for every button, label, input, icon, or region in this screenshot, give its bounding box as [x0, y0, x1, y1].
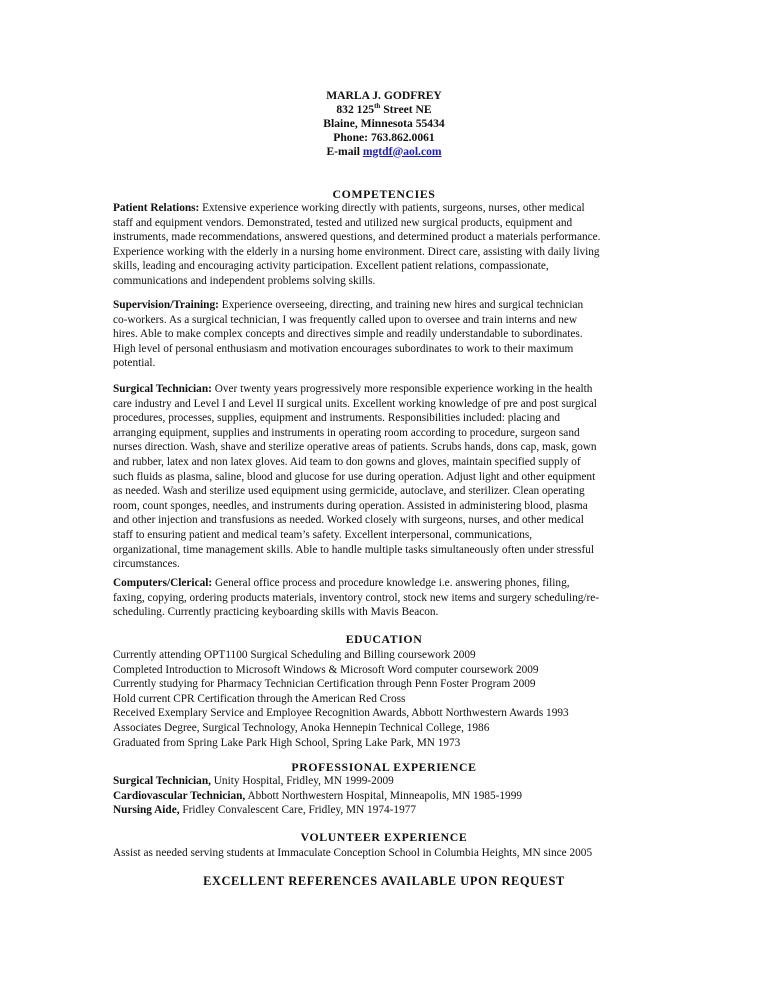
list-item: Currently studying for Pharmacy Technician Certification through Penn Foster Program 2009 [113, 678, 536, 691]
applicant-name: MARLA J. GODFREY [326, 89, 442, 102]
supervision-label: Supervision/Training: [113, 299, 219, 311]
list-item: Associates Degree, Surgical Technology, Anoka Hennepin Technical College, 1986 [113, 721, 490, 734]
supervision-paragraph: Supervision/Training: Experience overseeing, directing, and training new hires and surgical technician co-workers. As a surgical technician, I was frequently called upon to oversee and train interns and new hires. Able to make complex concepts and directives simple and readily understandable to subordinates. High level of personal enthusiasm and motivation encourages subordinates to work to their maximum potential. [113, 299, 584, 370]
education-list [113, 648, 658, 750]
list-item: Surgical Technician, Unity Hospital, Fridley, MN 1999-2009 [113, 775, 394, 787]
list-item: Graduated from Spring Lake Park High School, Spring Lake Park, MN 1973 [113, 736, 461, 749]
computers-clerical-label: Computers/Clerical: [113, 577, 213, 589]
street-address: 832 125th Street NE [336, 102, 432, 116]
list-item: Nursing Aide, Fridley Convalescent Care, Fridley, MN 1974-1977 [113, 804, 417, 817]
list-item: Completed Introduction to Microsoft Windows & Microsoft Word computer coursework 2009 [113, 663, 539, 676]
competencies-heading: COMPETENCIES [332, 187, 436, 201]
list-item: Currently attending OPT1100 Surgical Scheduling and Billing coursework 2009 [113, 649, 476, 661]
experience-list [113, 774, 658, 818]
surgical-technician-paragraph: Surgical Technician: Over twenty years progressively more responsible experience working in the health care industry and Level I and Level II surgical units. Excellent working knowledge of pre and post surgical procedures, processes, supplies, equipment and instruments. Responsibilities included: placing and arranging equipment, supplies and instruments in operating room according to procedure, surgeon sand nurses direction. Wash, shave and sterilize operative areas of patients. Scrubs hands, dons cap, mask, gown and rubber, latex and non latex gloves. Aid team to don gowns and gloves, maintain specified supply of such fluids as plasma, saline, blood and glucose for use during operation. Adjust light and other equipment as needed. Wash and sterilize used equipment using germicide, autoclave, and sterilizer. Clean operating room, count sponges, needles, and instruments during operation. Assisted in administering blood, plasma and other injection and transfusions as needed. Worked closely with surgeons, nurses, and other medical staff to ensuring patient and medical team’s safety. Excellent interpersonal, communications, organizational, time management skills. Able to handle multiple tasks simultaneously often under stressful circumstances. [113, 383, 597, 571]
email-line [0, 145, 768, 159]
city-state-zip: Blaine, Minnesota 55434 [323, 116, 445, 130]
list-item: Received Exemplary Service and Employee Recognition Awards, Abbott Northwestern Awards 1993 [113, 707, 569, 720]
list-item: Hold current CPR Certification through the American Red Cross [113, 692, 406, 705]
surgical-technician-label: Surgical Technician: [113, 383, 212, 395]
education-heading: EDUCATION [345, 632, 423, 646]
volunteer-experience-heading: VOLUNTEER EXPERIENCE [300, 830, 468, 844]
patient-relations-label: Patient Relations: [113, 202, 200, 214]
contact-block [0, 89, 768, 159]
volunteer-text: Assist as needed serving students at Immaculate Conception School in Columbia Heights, MN since 2005 [113, 847, 593, 859]
email-link[interactable]: mgtdf@aol.com [362, 144, 442, 158]
references-heading: EXCELLENT REFERENCES AVAILABLE UPON REQUEST [203, 874, 565, 888]
patient-relations-paragraph: Patient Relations: Extensive experience working directly with patients, surgeons, nurses, other medical staff and equipment vendors. Demonstrated, tested and utilized new surgical products, equipment and instruments, made recommendations, answered questions, and determined product a materials performance. Experience working with the elderly in a nursing home environment. Direct care, assisting with daily living skills, leading and encouraging activity participation. Excellent patient relations, compassionate, communications and independent problems solving skills. [113, 202, 601, 287]
email-label: E-mail [326, 144, 363, 158]
phone-number: Phone: 763.862.0061 [333, 130, 435, 144]
professional-experience-heading: PROFESSIONAL EXPERIENCE [291, 760, 477, 774]
street-ordinal: th [374, 102, 381, 111]
computers-clerical-paragraph: Computers/Clerical: General office process and procedure knowledge i.e. answering phones, filing, faxing, copying, ordering products materials, inventory control, stock new items and surgery scheduling/re- scheduling. Currently practicing keyboarding skills with Mavis Beacon. [113, 577, 600, 619]
list-item: Cardiovascular Technician, Abbott Northwestern Hospital, Minneapolis, MN 1985-1999 [113, 789, 523, 802]
